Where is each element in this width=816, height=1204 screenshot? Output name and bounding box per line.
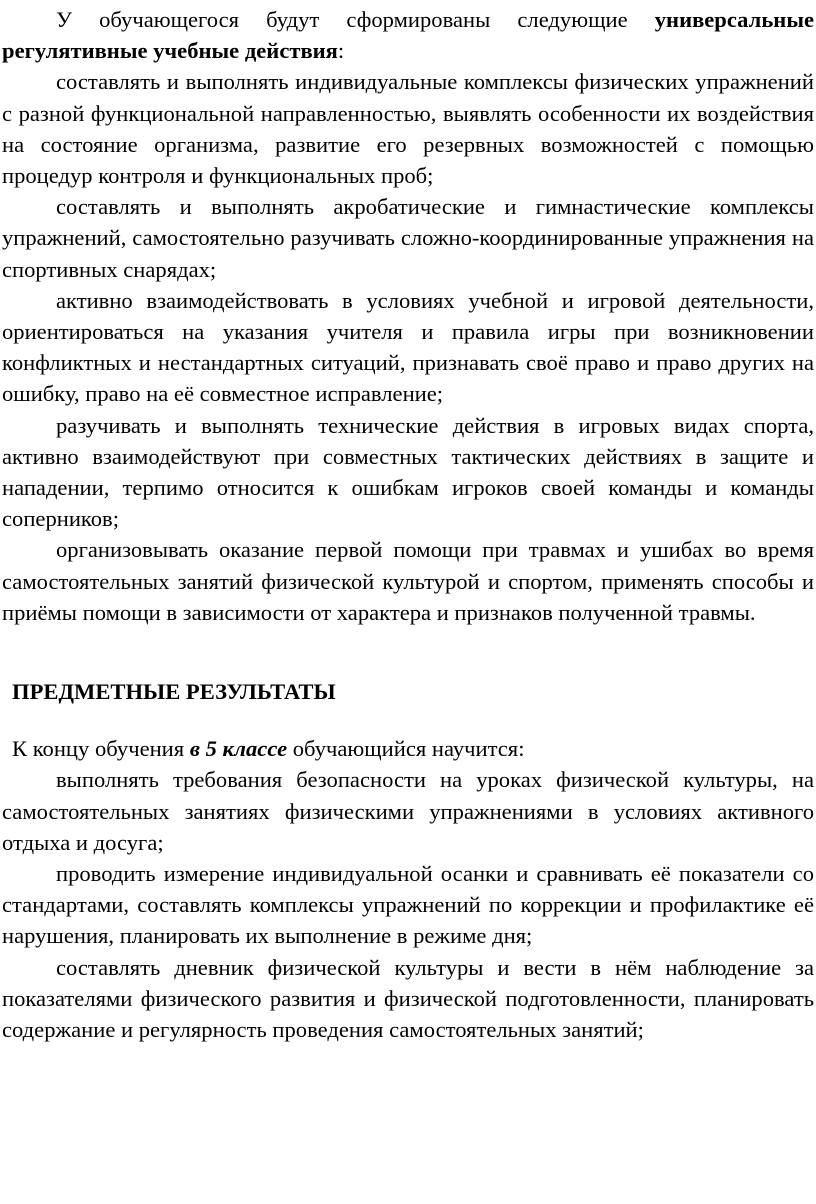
section-heading: ПРЕДМЕТНЫЕ РЕЗУЛЬТАТЫ <box>12 679 336 705</box>
grade-emphasis: в 5 классе <box>189 736 288 762</box>
grade-intro <box>2 733 814 764</box>
grade-intro-tail: обучающийся научится: <box>287 736 525 762</box>
regulatory-item: организовывать оказание первой помощи при травмах и ушибах во время самостоятельных занятий физической культурой и спортом, применять способы и приёмы помощи в зависимости от характера и признаков полученной травмы. <box>2 537 814 625</box>
intro-lead-text: У обучающегося будут сформированы следующие <box>56 7 655 32</box>
section-spacer <box>2 628 814 676</box>
subject-result-item: проводить измерение индивидуальной осанки и сравнивать её показатели со стандартами, составлять комплексы упражнений по коррекции и профилактике её нарушения, планировать их выполнение в режиме дня; <box>2 861 814 949</box>
regulatory-item: разучивать и выполнять технические действия в игровых видах спорта, активно взаимодействуют при совместных тактических действиях в защите и нападении, терпимо относится к ошибкам игроков своей команды и команды соперников; <box>2 412 814 532</box>
regulatory-item: активно взаимодействовать в условиях учебной и игровой деятельности, ориентироваться на указания учителя и правила игры при возникновении конфликтных и нестандартных ситуаций, признавать своё право и право других на ошибку, право на её совместное исправление; <box>2 287 814 407</box>
intro-bold-term: универсальные регулятивные учебные действия <box>2 7 814 64</box>
grade-intro-lead: К концу обучения <box>12 736 190 762</box>
intro-colon: : <box>337 38 345 64</box>
regulatory-actions-intro <box>2 4 814 66</box>
regulatory-item: составлять и выполнять акробатические и гимнастические комплексы упражнений, самостоятельно разучивать сложно-координированные упражнения на спортивных снарядах; <box>2 194 814 282</box>
subject-result-item: составлять дневник физической культуры и вести в нём наблюдение за показателями физического развития и физической подготовленности, планировать содержание и регулярность проведения самостоятельных занятий; <box>2 954 814 1043</box>
heading-spacer <box>2 707 814 733</box>
regulatory-item: составлять и выполнять индивидуальные комплексы физических упражнений с разной функциональной направленностью, выявлять особенности их воздействия на состояние организма, развитие его резервных возможностей с помощью процедур контроля и функциональных проб; <box>2 69 814 189</box>
subject-result-item: выполнять требования безопасности на уроках физической культуры, на самостоятельных занятиях физическими упражнениями в условиях активного отдыха и досуга; <box>2 767 814 855</box>
